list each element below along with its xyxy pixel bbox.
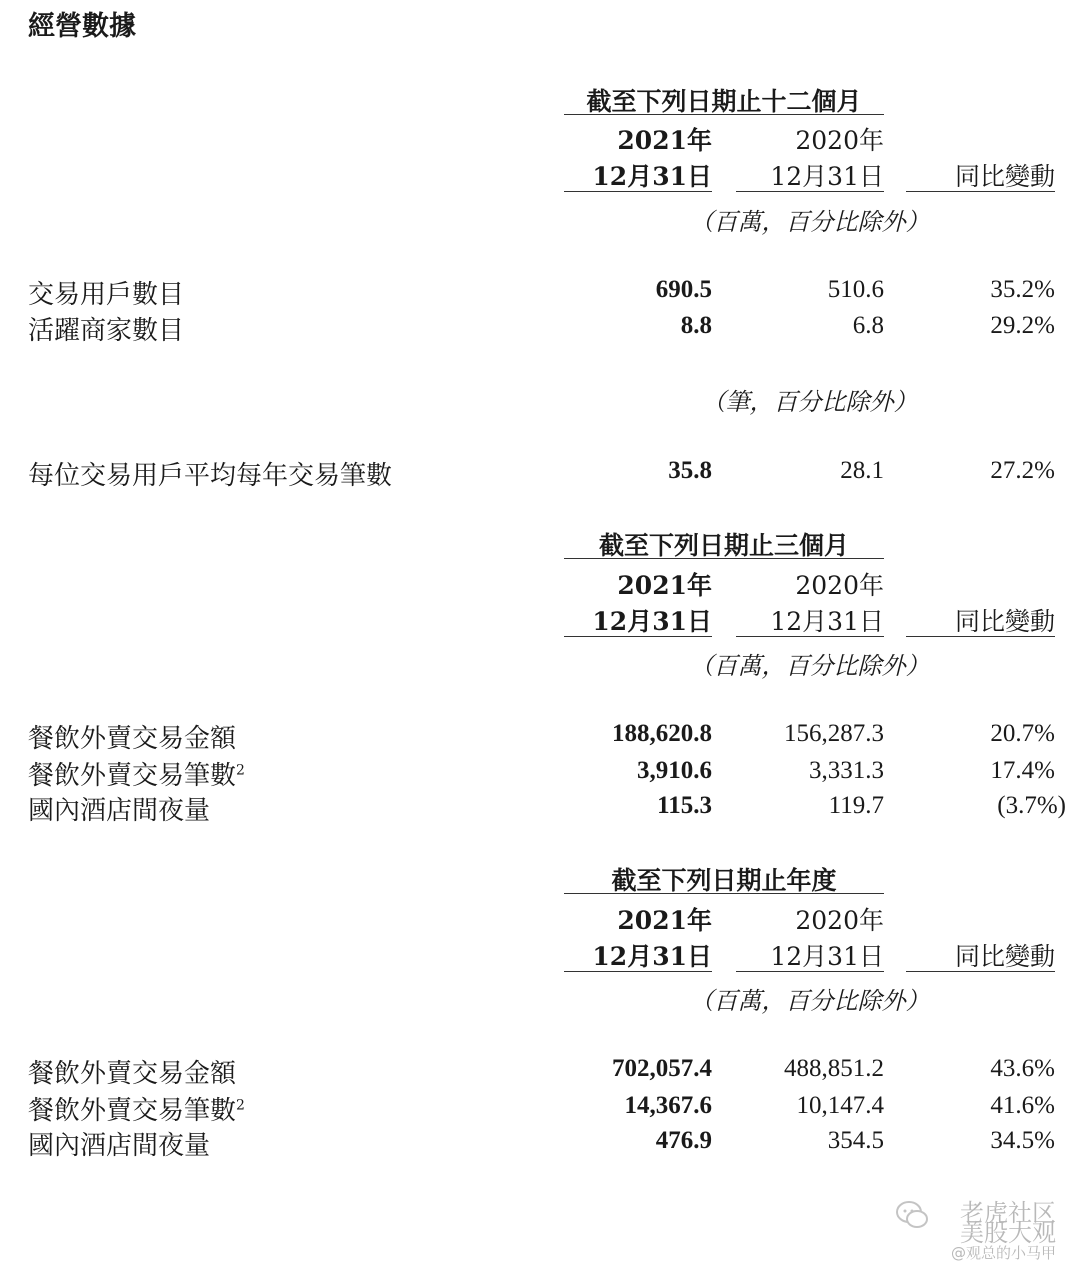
page-title: 經營數據 [28,11,136,42]
col-change: 同比變動 [954,942,1055,971]
footnote-mark: 2 [236,1097,245,1114]
row-label: 國內酒店間夜量 [28,1131,211,1161]
value-2021: 188,620.8 [612,720,712,747]
value-2020: 119.7 [828,792,884,819]
period-rule [564,558,884,559]
value-2020: 3,331.3 [809,757,884,784]
col-2020-date: 12月31日 [770,942,884,971]
col-2020-year: 2020年 [795,126,884,155]
col-2021-date: 12月31日 [592,942,712,971]
col-2020-year: 2020年 [795,906,884,935]
value-change: 27.2% [990,457,1055,484]
value-2020: 510.6 [827,276,884,303]
col-2020-year: 2020年 [795,571,884,600]
value-2021: 8.8 [680,312,712,339]
watermark-line3: @观总的小马甲 [950,1244,1056,1262]
col-2021-year: 2021年 [617,126,712,155]
chat-bubble-icon [895,1198,929,1232]
value-2021: 35.8 [668,457,712,484]
col-rule [906,971,1055,972]
value-2021: 476.9 [655,1127,712,1154]
unit-note: （百萬，百分比除外） [689,208,930,236]
value-change: (3.7%) [997,792,1066,819]
col-2020-date: 12月31日 [770,162,884,191]
period-header: 截至下列日期止十二個月 [586,87,862,116]
unit-note: （筆，百分比除外） [701,388,918,416]
col-2020-date: 12月31日 [770,607,884,636]
value-2020: 354.5 [827,1127,884,1154]
watermark-line2: 美股大观 [960,1219,1056,1247]
period-header: 截至下列日期止三個月 [598,531,849,560]
value-change: 41.6% [990,1092,1055,1119]
value-2020: 488,851.2 [784,1055,884,1082]
row-label: 活躍商家數目 [28,316,185,346]
value-change: 43.6% [990,1055,1055,1082]
col-rule [564,971,712,972]
col-rule [564,636,712,637]
col-rule [736,191,884,192]
value-2020: 156,287.3 [784,720,884,747]
value-2021: 690.5 [655,276,712,303]
row-label: 餐飲外賣交易筆數$^2$ [28,761,245,791]
value-change: 20.7% [990,720,1055,747]
row-label: 國內酒店間夜量 [28,796,211,826]
value-change: 17.4% [990,757,1055,784]
col-2021-year: 2021年 [617,906,712,935]
row-label: 餐飲外賣交易金額 [28,1059,237,1089]
value-2020: 10,147.4 [796,1092,884,1119]
watermark-line1: 老虎社区 [960,1199,1056,1227]
col-2021-date: 12月31日 [592,162,712,191]
footnote-mark: 2 [236,762,245,779]
period-header: 截至下列日期止年度 [611,866,837,895]
col-2021-year: 2021年 [617,571,712,600]
col-2021-date: 12月31日 [592,607,712,636]
value-change: 34.5% [990,1127,1055,1154]
value-change: 35.2% [990,276,1055,303]
row-label: 每位交易用戶平均每年交易筆數 [28,461,393,491]
col-rule [906,191,1055,192]
row-label: 餐飲外賣交易金額 [28,724,237,754]
unit-note: （百萬，百分比除外） [689,652,930,680]
col-rule [736,636,884,637]
col-rule [736,971,884,972]
value-change: 29.2% [990,312,1055,339]
period-rule [564,893,884,894]
col-change: 同比變動 [954,162,1055,191]
col-rule [564,191,712,192]
row-label: 交易用戶數目 [28,280,185,310]
col-rule [906,636,1055,637]
col-change: 同比變動 [954,607,1055,636]
value-2021: 3,910.6 [637,757,712,784]
value-2021: 702,057.4 [612,1055,712,1082]
unit-note: （百萬，百分比除外） [689,987,930,1015]
value-2020: 28.1 [840,457,884,484]
value-2020: 6.8 [852,312,884,339]
period-rule [564,114,884,115]
value-2021: 14,367.6 [624,1092,712,1119]
row-label: 餐飲外賣交易筆數$^2$ [28,1096,245,1126]
value-2021: 115.3 [657,792,712,819]
